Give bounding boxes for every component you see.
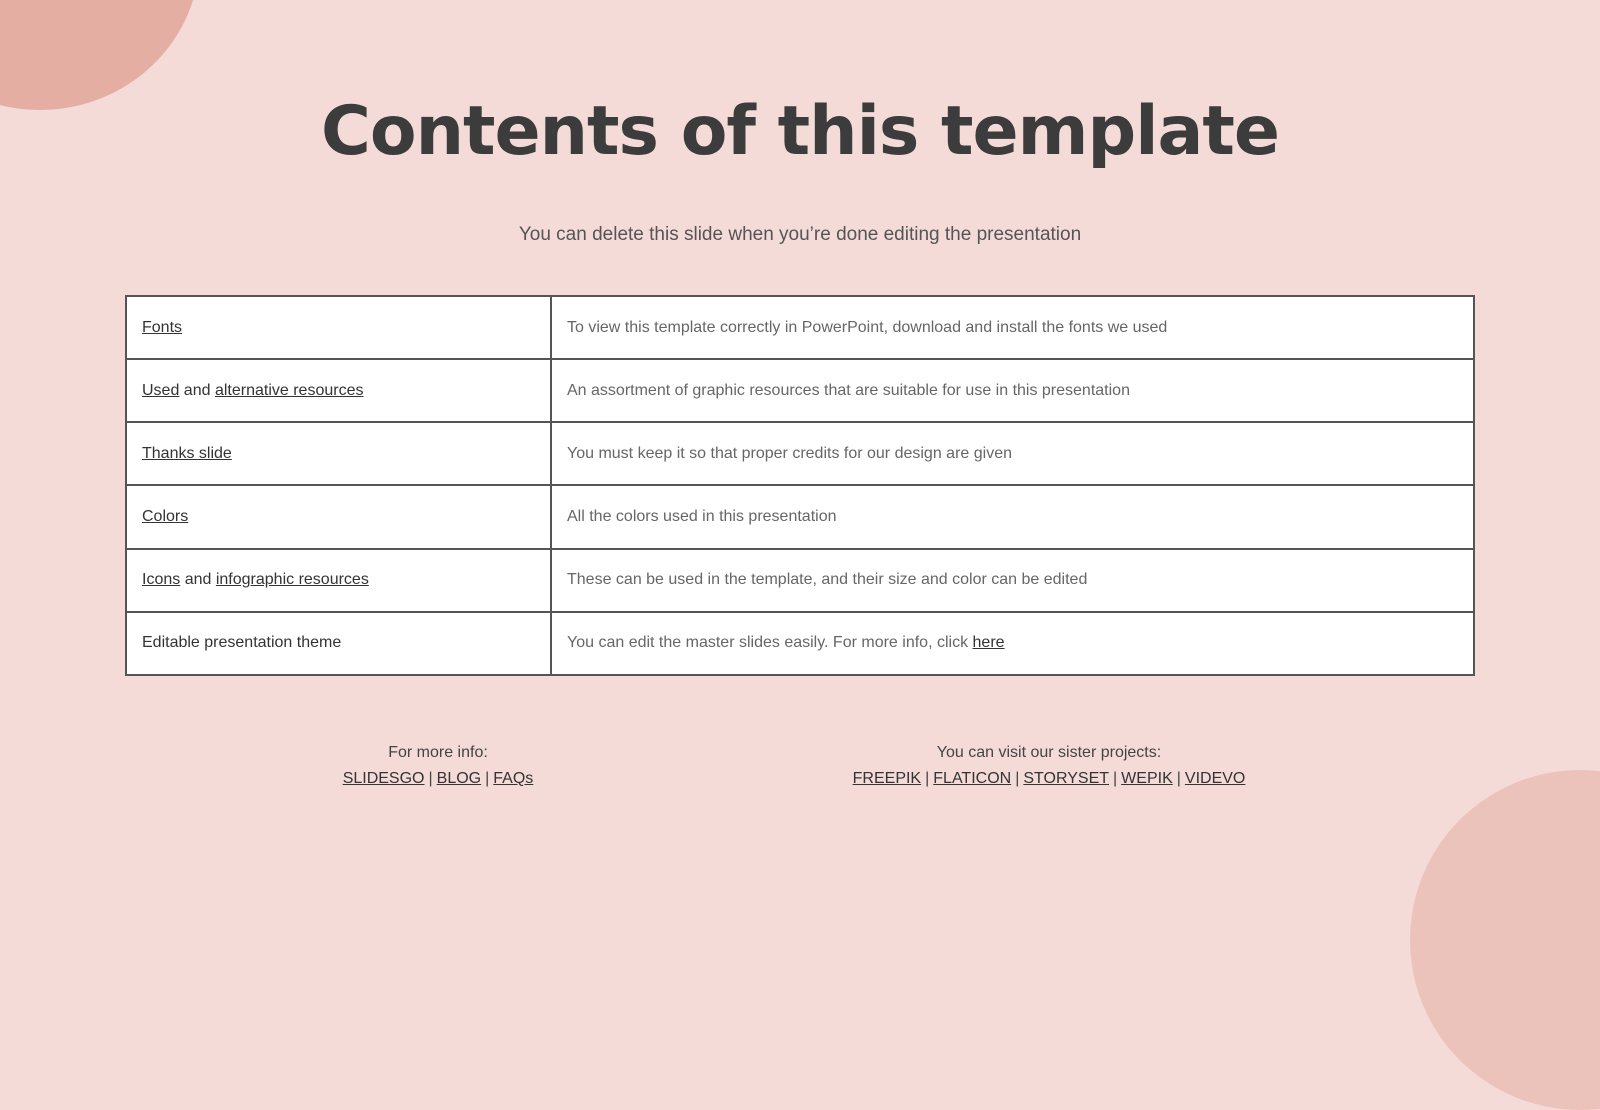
row-description-cell: [551, 422, 1474, 485]
footer-link-videvo[interactable]: VIDEVO: [1184, 770, 1246, 787]
link-colors[interactable]: Colors: [142, 508, 189, 526]
page-subtitle: You can delete this slide when you’re done editing the presentation: [518, 224, 1082, 245]
row-description-cell: [551, 485, 1474, 548]
row-label-cell: [126, 612, 551, 675]
link-separator: |: [428, 770, 433, 787]
right-cell-text: You must keep it so that proper credits for our design are given: [567, 444, 1012, 462]
link-separator: |: [925, 770, 930, 787]
table-row: [126, 549, 1474, 612]
table-row: [126, 422, 1474, 485]
link-thanks-slide[interactable]: Thanks slide: [142, 444, 232, 462]
row-label-cell: [126, 485, 551, 548]
footer-link-freepik[interactable]: FREEPIK: [852, 770, 922, 787]
row-label-cell: [126, 549, 551, 612]
link-used[interactable]: Used: [142, 381, 180, 399]
footer-sister-projects-heading: You can visit our sister projects:: [936, 744, 1162, 761]
link-fonts[interactable]: Fonts: [142, 318, 183, 336]
row-description-cell: [551, 359, 1474, 422]
table-row: [126, 485, 1474, 548]
right-cell-text: These can be used in the template, and their size and color can be edited: [567, 571, 1088, 589]
contents-table: [125, 295, 1475, 676]
link-alternative-resources[interactable]: alternative resources: [214, 381, 364, 399]
footer-sister-projects-links: [799, 770, 1299, 788]
footer-more-info-links: [238, 770, 638, 788]
table-row: [126, 296, 1474, 359]
right-cell-text: All the colors used in this presentation: [567, 508, 837, 526]
row-description-cell: [551, 612, 1474, 675]
footer-link-wepik[interactable]: WEPIK: [1121, 770, 1173, 787]
left-cell-text: and: [180, 571, 216, 589]
link-separator: |: [1176, 770, 1181, 787]
footer-link-storyset[interactable]: STORYSET: [1023, 770, 1110, 787]
link-separator: |: [1015, 770, 1020, 787]
page-title: Contents of this template: [320, 92, 1280, 171]
link-separator: |: [1113, 770, 1118, 787]
footer-link-faqs[interactable]: FAQs: [493, 770, 534, 787]
right-cell-text: An assortment of graphic resources that are suitable for use in this presentation: [567, 381, 1130, 399]
contents-table-body: [126, 296, 1474, 675]
link-separator: |: [485, 770, 490, 787]
left-cell-text: Editable presentation theme: [142, 634, 342, 652]
row-label-cell: [126, 359, 551, 422]
row-description-cell: [551, 296, 1474, 359]
footer-link-flaticon[interactable]: FLATICON: [933, 770, 1012, 787]
link-infographic-resources[interactable]: infographic resources: [215, 571, 369, 589]
footer-more-info-heading: For more info:: [388, 744, 488, 761]
footer-link-slidesgo[interactable]: SLIDESGO: [342, 770, 425, 787]
right-cell-text: You can edit the master slides easily. For more info, click: [567, 634, 973, 652]
footer-sister-projects: [799, 744, 1299, 796]
link-here[interactable]: here: [972, 634, 1005, 652]
left-cell-text: and: [179, 381, 215, 399]
row-label-cell: [126, 296, 551, 359]
table-row: [126, 359, 1474, 422]
row-description-cell: [551, 549, 1474, 612]
right-cell-text: To view this template correctly in PowerPoint, download and install the fonts we used: [567, 318, 1168, 336]
footer-more-info: [238, 744, 638, 796]
decorative-blob-bottom-right: [1410, 770, 1600, 1110]
link-icons[interactable]: Icons: [142, 571, 181, 589]
table-row: [126, 612, 1474, 675]
row-label-cell: [126, 422, 551, 485]
footer-link-blog[interactable]: BLOG: [436, 770, 482, 787]
